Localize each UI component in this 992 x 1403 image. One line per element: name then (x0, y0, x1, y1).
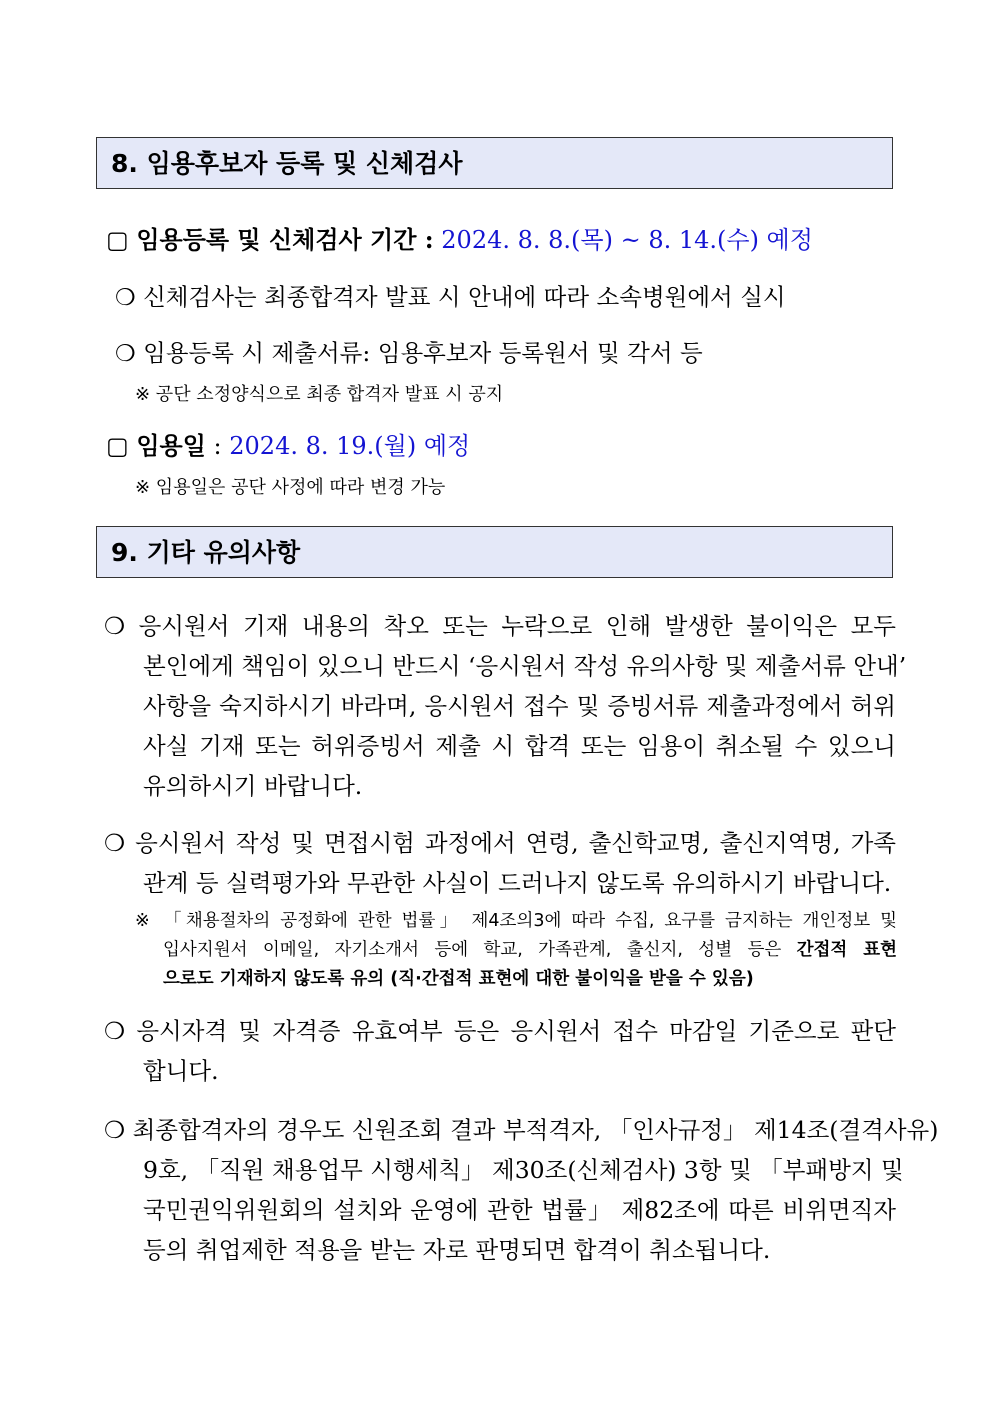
registration-period-value: 2024. 8. 8.(목) ~ 8. 14.(수) 예정 (441, 226, 813, 254)
paragraph-line: 사실 기재 또는 허위증빙서 제출 시 합격 또는 임용이 취소될 수 있으니 (143, 732, 896, 760)
appointment-date-colon: : (213, 432, 222, 460)
documents-text: 임용등록 시 제출서류: 임용후보자 등록원서 및 각서 등 (143, 339, 703, 367)
notice-paragraph-4 (104, 1110, 939, 1270)
paragraph-line: 합니다. (143, 1057, 219, 1085)
privacy-notice-line (135, 936, 897, 965)
paragraph-line (104, 823, 896, 863)
circle-bullet-icon: ❍ (115, 285, 136, 311)
health-check-text: 신체검사는 최종합격자 발표 시 안내에 따라 소속병원에서 실시 (143, 283, 786, 311)
paragraph-line: 등의 취업제한 적용을 받는 자로 판명되면 합격이 취소됩니다. (143, 1236, 771, 1264)
paragraph-line (104, 1011, 896, 1051)
section-8-title: 8. 임용후보자 등록 및 신체검사 (96, 137, 893, 189)
circle-bullet-icon: ❍ (104, 1116, 126, 1144)
privacy-notice-line (135, 965, 897, 994)
circle-bullet-icon: ❍ (115, 341, 136, 367)
documents-note (115, 334, 703, 368)
emphasis-text: 간접적 표현 (796, 940, 897, 960)
paragraph-line: 관계 등 실력평가와 무관한 사실이 드러나지 않도록 유의하시기 바랍니다. (143, 869, 892, 897)
square-bullet-icon: ▢ (106, 431, 129, 460)
square-bullet-icon: ▢ (106, 225, 129, 254)
appointment-date (106, 426, 470, 461)
circle-bullet-icon: ❍ (104, 829, 126, 857)
form-notice: ※ 공단 소정양식으로 최종 합격자 발표 시 공지 (135, 384, 504, 405)
paragraph-line: 유의하시기 바랍니다. (143, 772, 363, 800)
circle-bullet-icon: ❍ (104, 612, 126, 640)
notice-paragraph-3 (104, 1011, 896, 1091)
privacy-notice (135, 907, 897, 994)
paragraph-line (104, 1110, 939, 1150)
paragraph-line: 본인에게 책임이 있으니 반드시 ‘응시원서 작성 유의사항 및 제출서류 안내’ (143, 652, 907, 680)
section-9-title: 9. 기타 유의사항 (96, 526, 893, 578)
appointment-change-notice: ※ 임용일은 공단 사정에 따라 변경 가능 (135, 477, 446, 498)
paragraph-line: 사항을 숙지하시기 바라며, 응시원서 접수 및 증빙서류 제출과정에서 허위 (143, 692, 896, 720)
appointment-date-value: 2024. 8. 19.(월) 예정 (229, 432, 471, 460)
notice-paragraph-1 (104, 606, 907, 806)
paragraph-line: 국민권익위원회의 설치와 운영에 관한 법률」 제82조에 따른 비위면직자 (143, 1196, 896, 1224)
line-text: 입사지원서 이메일, 자기소개서 등에 학교, 가족관계, 출신지, 성별 등은 (163, 940, 797, 960)
emphasis-text: 으로도 기재하지 않도록 유의 (직·간접적 표현에 대한 불이익을 받을 수 있음) (163, 969, 754, 989)
circle-bullet-icon: ❍ (104, 1017, 126, 1045)
line-text: 응시원서 기재 내용의 착오 또는 누락으로 인해 발생한 불이익은 모두 (138, 612, 896, 640)
notice-paragraph-2 (104, 823, 896, 903)
paragraph-line (104, 606, 896, 646)
registration-period-label: 임용등록 및 신체검사 기간 : (136, 225, 434, 254)
line-text: 응시원서 작성 및 면접시험 과정에서 연령, 출신학교명, 출신지역명, 가족 (135, 829, 896, 857)
privacy-notice-line: ※ 「채용절차의 공정화에 관한 법률」 제4조의3에 따라 수집, 요구를 금지하는 개인정보 및 (135, 911, 897, 931)
paragraph-line: 9호, 「직원 채용업무 시행세칙」 제30조(신체검사) 3항 및 「부패방지 및 (143, 1156, 904, 1184)
line-text: 최종합격자의 경우도 신원조회 결과 부적격자, 「인사규정」 제14조(결격사유) (132, 1116, 939, 1144)
line-text: 응시자격 및 자격증 유효여부 등은 응시원서 접수 마감일 기준으로 판단 (136, 1017, 896, 1045)
registration-period (106, 220, 813, 255)
health-check-note (115, 278, 786, 312)
appointment-date-label: 임용일 (136, 431, 206, 460)
